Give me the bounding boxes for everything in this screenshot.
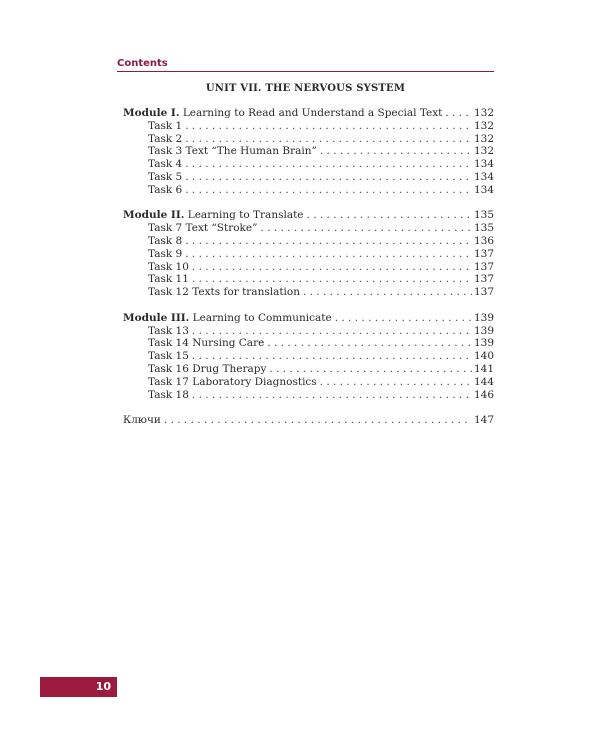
task-label: Task 1 [148, 119, 183, 132]
task-row[interactable] [123, 325, 494, 338]
task-label: Task 8 [148, 234, 183, 247]
task-row[interactable] [123, 222, 494, 235]
task-row[interactable] [123, 145, 494, 158]
module-number: Module II. [123, 209, 185, 222]
task-row[interactable] [123, 133, 494, 146]
task-label: Task 15 [148, 350, 189, 363]
dot-leader [185, 120, 472, 133]
module-number: Module I. [123, 107, 180, 119]
task-row[interactable] [123, 350, 494, 363]
page-ref: 144 [473, 375, 494, 388]
page-ref: 146 [473, 388, 494, 401]
task-label: Task 16 Drug Therapy [148, 362, 267, 375]
module-heading-row[interactable] [123, 312, 494, 325]
task-label: Task 10 [148, 260, 189, 273]
page-ref: 140 [473, 350, 494, 363]
dot-leader [192, 273, 472, 286]
keys-group [123, 414, 494, 427]
task-row[interactable] [123, 389, 494, 402]
page-ref: 139 [473, 324, 494, 337]
task-row[interactable] [123, 120, 494, 133]
dot-leader [192, 350, 472, 363]
dot-leader [164, 414, 472, 427]
task-row[interactable] [123, 376, 494, 389]
dot-leader [185, 171, 472, 184]
page-ref: 132 [473, 132, 494, 145]
task-row[interactable] [123, 286, 494, 299]
task-row[interactable] [123, 337, 494, 350]
page-ref: 132 [473, 145, 494, 158]
task-row[interactable] [123, 248, 494, 261]
task-row[interactable] [123, 235, 494, 248]
module-title: Learning to Communicate [189, 311, 332, 324]
task-label: Task 9 [148, 247, 183, 260]
module-title: Learning to Read and Understand a Special Text [179, 107, 443, 119]
dot-leader [320, 145, 472, 158]
dot-leader [267, 337, 472, 350]
keys-label: Ключи [123, 414, 161, 427]
dot-leader [185, 133, 472, 146]
module-number: Module III. [123, 311, 190, 324]
module-group-2 [123, 209, 494, 299]
table-of-contents [123, 107, 494, 440]
task-row[interactable] [123, 363, 494, 376]
dot-leader [307, 209, 472, 222]
task-row[interactable] [123, 184, 494, 197]
dot-leader [269, 363, 472, 376]
dot-leader [185, 158, 472, 171]
page-ref: 139 [473, 337, 494, 350]
dot-leader [320, 376, 472, 389]
page-ref: 147 [473, 414, 494, 427]
module-group-1 [123, 107, 494, 197]
task-label: Task 12 Texts for translation [148, 286, 300, 299]
task-row[interactable] [123, 273, 494, 286]
module-heading-row[interactable] [123, 209, 494, 222]
unit-title: UNIT VII. THE NERVOUS SYSTEM [205, 83, 406, 94]
task-label: Task 14 Nursing Care [148, 337, 265, 350]
page-ref: 134 [473, 158, 494, 171]
page-ref: 134 [473, 170, 494, 183]
page-ref: 137 [473, 260, 494, 273]
task-label: Task 11 [148, 273, 189, 286]
task-label: Task 3 Text “The Human Brain” [148, 145, 317, 158]
module-group-3 [123, 312, 494, 402]
page-ref: 135 [473, 209, 494, 222]
page-ref: 132 [473, 107, 494, 119]
task-label: Task 5 [148, 170, 183, 183]
page-ref: 136 [473, 234, 494, 247]
page-ref: 135 [473, 222, 494, 235]
module-title: Learning to Translate [184, 209, 304, 222]
module-heading [123, 107, 442, 120]
task-row[interactable] [123, 158, 494, 171]
page-ref: 139 [473, 311, 494, 324]
dot-leader [445, 107, 472, 120]
dot-leader [192, 389, 472, 402]
dot-leader [185, 248, 472, 261]
page-ref: 137 [473, 273, 494, 286]
module-heading [123, 209, 304, 222]
task-row[interactable] [123, 261, 494, 274]
module-heading [123, 312, 332, 325]
page-number: 10 [95, 680, 111, 693]
section-header-label: Contents [117, 58, 168, 69]
dot-leader [192, 261, 472, 274]
module-heading-row[interactable] [123, 107, 494, 120]
page-ref: 132 [473, 119, 494, 132]
keys-row[interactable] [123, 414, 494, 427]
task-label: Task 17 Laboratory Diagnostics [148, 375, 317, 388]
page-ref: 137 [473, 247, 494, 260]
task-row[interactable] [123, 171, 494, 184]
dot-leader [261, 222, 472, 235]
dot-leader [303, 286, 472, 299]
dot-leader [185, 235, 472, 248]
dot-leader [192, 325, 472, 338]
page-ref: 137 [473, 286, 494, 299]
header-divider [117, 71, 494, 72]
task-label: Task 4 [148, 158, 183, 171]
task-label: Task 6 [148, 183, 183, 196]
task-label: Task 18 [148, 388, 189, 401]
task-label: Task 13 [148, 324, 189, 337]
page-ref: 134 [473, 183, 494, 196]
task-label: Task 7 Text “Stroke” [148, 222, 258, 235]
page-number-box [40, 677, 117, 697]
dot-leader [335, 312, 472, 325]
dot-leader [185, 184, 472, 197]
page-ref: 141 [473, 362, 494, 375]
task-label: Task 2 [148, 132, 183, 145]
